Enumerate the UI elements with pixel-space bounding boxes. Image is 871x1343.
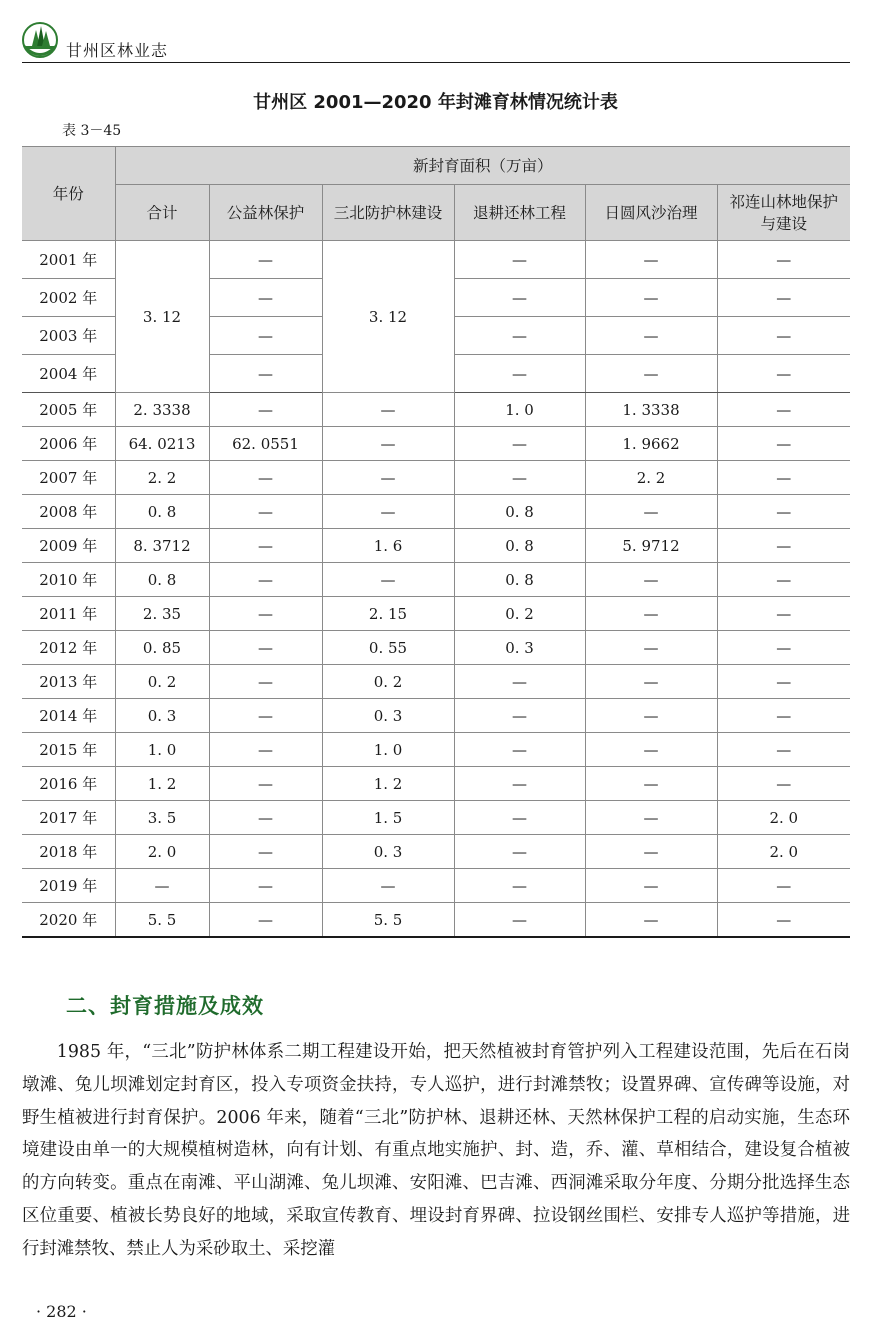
section-heading: 二、封育措施及成效 <box>66 994 264 1018</box>
table-row <box>22 665 850 699</box>
table-cell: 0. 2 <box>322 665 454 699</box>
column-header-three-north: 三北防护林建设 <box>322 185 454 241</box>
table-cell: — <box>322 393 454 427</box>
table-cell: 0. 3 <box>115 699 209 733</box>
table-cell: 62. 0551 <box>209 427 322 461</box>
table-cell: 2. 3338 <box>115 393 209 427</box>
table-cell: — <box>322 563 454 597</box>
table-cell: 0. 3 <box>454 631 585 665</box>
table-cell: — <box>209 835 322 869</box>
table-cell: 0. 3 <box>322 699 454 733</box>
table-cell: 1. 2 <box>322 767 454 801</box>
table-cell: 1. 0 <box>454 393 585 427</box>
table-row <box>22 597 850 631</box>
table-row <box>22 529 850 563</box>
page-number: · 282 · <box>36 1302 87 1321</box>
table-row <box>22 699 850 733</box>
year-cell: 2019 年 <box>22 869 115 903</box>
table-cell: — <box>585 733 717 767</box>
table-cell: 0. 2 <box>115 665 209 699</box>
table-cell: — <box>717 869 850 903</box>
table-row <box>22 631 850 665</box>
year-cell: 2004 年 <box>22 355 115 393</box>
table-cell: — <box>209 665 322 699</box>
table-cell: 0. 85 <box>115 631 209 665</box>
table-cell: — <box>454 665 585 699</box>
year-cell: 2006 年 <box>22 427 115 461</box>
book-title: 甘州区林业志 <box>66 41 169 60</box>
table-cell: — <box>585 631 717 665</box>
year-cell: 2005 年 <box>22 393 115 427</box>
table-cell: — <box>717 279 850 317</box>
table-cell: — <box>209 461 322 495</box>
table-cell: — <box>322 495 454 529</box>
table-cell: — <box>585 699 717 733</box>
table-cell: — <box>209 279 322 317</box>
table-cell: 1. 0 <box>115 733 209 767</box>
column-header-qilian: 祁连山林地保护 与建设 <box>717 185 850 241</box>
table-cell: — <box>209 869 322 903</box>
table-cell: — <box>322 461 454 495</box>
table-cell: — <box>585 801 717 835</box>
year-cell: 2015 年 <box>22 733 115 767</box>
table-row <box>22 495 850 529</box>
body-paragraph: 1985 年，“三北”防护林体系二期工程建设开始，把天然植被封育管护列入工程建设范围，先后在石岗墩滩、兔儿坝滩划定封育区，投入专项资金扶持，专人巡护，进行封滩禁牧；设置界碑、宣传碑等设施，对野生植被进行封育保护。2006 年来，随着“三北”防护林、退耕还林、天然林保护工程的启动实施，生态环境建设由单一的大规模植树造林，向有计划、有重点地实施护、封、造，乔、灌、草相结合，建设复合植被的方向转变。重点在南滩、平山湖滩、兔儿坝滩、安阳滩、巴吉滩、西洞滩采取分年度、分期分批选择生态区位重要、植被长势良好的地域，采取宣传教育、埋设封育界碑、拉设钢丝围栏、安排专人巡护等措施，进行封滩禁牧、禁止人为采砂取土、采挖灌 <box>22 1042 850 1259</box>
table-row <box>22 801 850 835</box>
table-cell: — <box>717 355 850 393</box>
table-row <box>22 767 850 801</box>
table-cell: — <box>454 317 585 355</box>
group-column-header: 新封育面积（万亩） <box>115 147 850 185</box>
table-cell: — <box>585 597 717 631</box>
table-cell: — <box>209 317 322 355</box>
table-cell: — <box>717 597 850 631</box>
table-cell: — <box>115 869 209 903</box>
table-row <box>22 903 850 938</box>
year-cell: 2002 年 <box>22 279 115 317</box>
table-cell: 2. 2 <box>115 461 209 495</box>
table-cell: 8. 3712 <box>115 529 209 563</box>
table-cell: — <box>209 355 322 393</box>
header-rule <box>22 62 850 63</box>
table-row <box>22 393 850 427</box>
table-cell: 5. 5 <box>115 903 209 938</box>
table-cell: 2. 0 <box>115 835 209 869</box>
table-cell: — <box>209 801 322 835</box>
table-cell: — <box>209 733 322 767</box>
table-cell: — <box>717 563 850 597</box>
table-cell: — <box>717 529 850 563</box>
column-header-public-forest: 公益林保护 <box>209 185 322 241</box>
table-row <box>22 427 850 461</box>
year-cell: 2013 年 <box>22 665 115 699</box>
table-cell: — <box>454 461 585 495</box>
table-cell: — <box>717 427 850 461</box>
table-row <box>22 461 850 495</box>
table-cell: — <box>585 903 717 938</box>
year-cell: 2012 年 <box>22 631 115 665</box>
year-cell: 2011 年 <box>22 597 115 631</box>
merged-total-cell: 3. 12 <box>115 241 209 393</box>
table-cell: — <box>717 665 850 699</box>
table-cell: — <box>717 317 850 355</box>
table-cell: 2. 0 <box>717 835 850 869</box>
table-cell: — <box>209 529 322 563</box>
table-cell: 2. 15 <box>322 597 454 631</box>
table-cell: — <box>717 631 850 665</box>
table-cell: 0. 3 <box>322 835 454 869</box>
table-cell: — <box>454 427 585 461</box>
table-row <box>22 733 850 767</box>
year-cell: 2010 年 <box>22 563 115 597</box>
table-row <box>22 241 850 279</box>
table-cell: 5. 5 <box>322 903 454 938</box>
year-cell: 2003 年 <box>22 317 115 355</box>
table-cell: — <box>717 495 850 529</box>
table-cell: — <box>209 241 322 279</box>
table-cell: 1. 6 <box>322 529 454 563</box>
table-cell: — <box>454 801 585 835</box>
year-cell: 2020 年 <box>22 903 115 938</box>
table-cell: 0. 2 <box>454 597 585 631</box>
column-header-total: 合计 <box>115 185 209 241</box>
table-cell: — <box>454 835 585 869</box>
column-header-sand-control: 日圆风沙治理 <box>585 185 717 241</box>
table-row <box>22 835 850 869</box>
table-cell: 0. 8 <box>115 563 209 597</box>
table-cell: — <box>209 393 322 427</box>
table-cell: 0. 55 <box>322 631 454 665</box>
table-cell: — <box>717 461 850 495</box>
table-cell: 3. 5 <box>115 801 209 835</box>
table-cell: 0. 8 <box>115 495 209 529</box>
table-row <box>22 563 850 597</box>
year-cell: 2007 年 <box>22 461 115 495</box>
table-cell: — <box>585 241 717 279</box>
table-cell: 0. 8 <box>454 563 585 597</box>
table-cell: — <box>209 767 322 801</box>
table-cell: — <box>209 699 322 733</box>
table-cell: — <box>454 279 585 317</box>
table-cell: — <box>209 563 322 597</box>
table-number: 表 3－45 <box>62 123 122 139</box>
table-cell: — <box>585 355 717 393</box>
merged-three-north-cell: 3. 12 <box>322 241 454 393</box>
year-cell: 2014 年 <box>22 699 115 733</box>
table-cell: — <box>454 903 585 938</box>
statistics-table <box>22 146 850 938</box>
column-header-grain-to-green: 退耕还林工程 <box>454 185 585 241</box>
table-cell: 1. 3338 <box>585 393 717 427</box>
table-title: 甘州区 2001—2020 年封滩育林情况统计表 <box>253 92 618 113</box>
table-cell: — <box>585 563 717 597</box>
table-cell: 0. 8 <box>454 529 585 563</box>
table-cell: — <box>585 767 717 801</box>
year-cell: 2009 年 <box>22 529 115 563</box>
table-cell: — <box>585 495 717 529</box>
table-cell: — <box>454 241 585 279</box>
table-cell: 1. 5 <box>322 801 454 835</box>
table-cell: — <box>585 869 717 903</box>
year-cell: 2018 年 <box>22 835 115 869</box>
table-cell: — <box>209 597 322 631</box>
table-cell: — <box>454 869 585 903</box>
table-cell: — <box>209 903 322 938</box>
table-cell: — <box>585 665 717 699</box>
table-cell: — <box>717 393 850 427</box>
table-cell: 2. 35 <box>115 597 209 631</box>
table-cell: — <box>322 869 454 903</box>
table-cell: — <box>717 767 850 801</box>
year-column-header: 年份 <box>22 147 115 241</box>
table-cell: 2. 0 <box>717 801 850 835</box>
table-cell: — <box>717 699 850 733</box>
table-cell: — <box>717 733 850 767</box>
table-cell: — <box>717 903 850 938</box>
table-cell: 1. 2 <box>115 767 209 801</box>
table-cell: 64. 0213 <box>115 427 209 461</box>
table-cell: — <box>209 631 322 665</box>
table-row <box>22 869 850 903</box>
table-cell: 5. 9712 <box>585 529 717 563</box>
table-cell: — <box>585 279 717 317</box>
table-cell: — <box>585 317 717 355</box>
table-cell: — <box>585 835 717 869</box>
table-cell: 2. 2 <box>585 461 717 495</box>
table-cell: — <box>454 733 585 767</box>
table-cell: 0. 8 <box>454 495 585 529</box>
table-cell: — <box>322 427 454 461</box>
table-cell: — <box>454 355 585 393</box>
table-cell: — <box>454 699 585 733</box>
year-cell: 2016 年 <box>22 767 115 801</box>
table-cell: 1. 0 <box>322 733 454 767</box>
year-cell: 2008 年 <box>22 495 115 529</box>
year-cell: 2001 年 <box>22 241 115 279</box>
table-cell: — <box>454 767 585 801</box>
table-cell: — <box>717 241 850 279</box>
page-header <box>22 22 850 62</box>
year-cell: 2017 年 <box>22 801 115 835</box>
table-cell: 1. 9662 <box>585 427 717 461</box>
table-cell: — <box>209 495 322 529</box>
forest-trees-logo-icon <box>22 22 58 58</box>
